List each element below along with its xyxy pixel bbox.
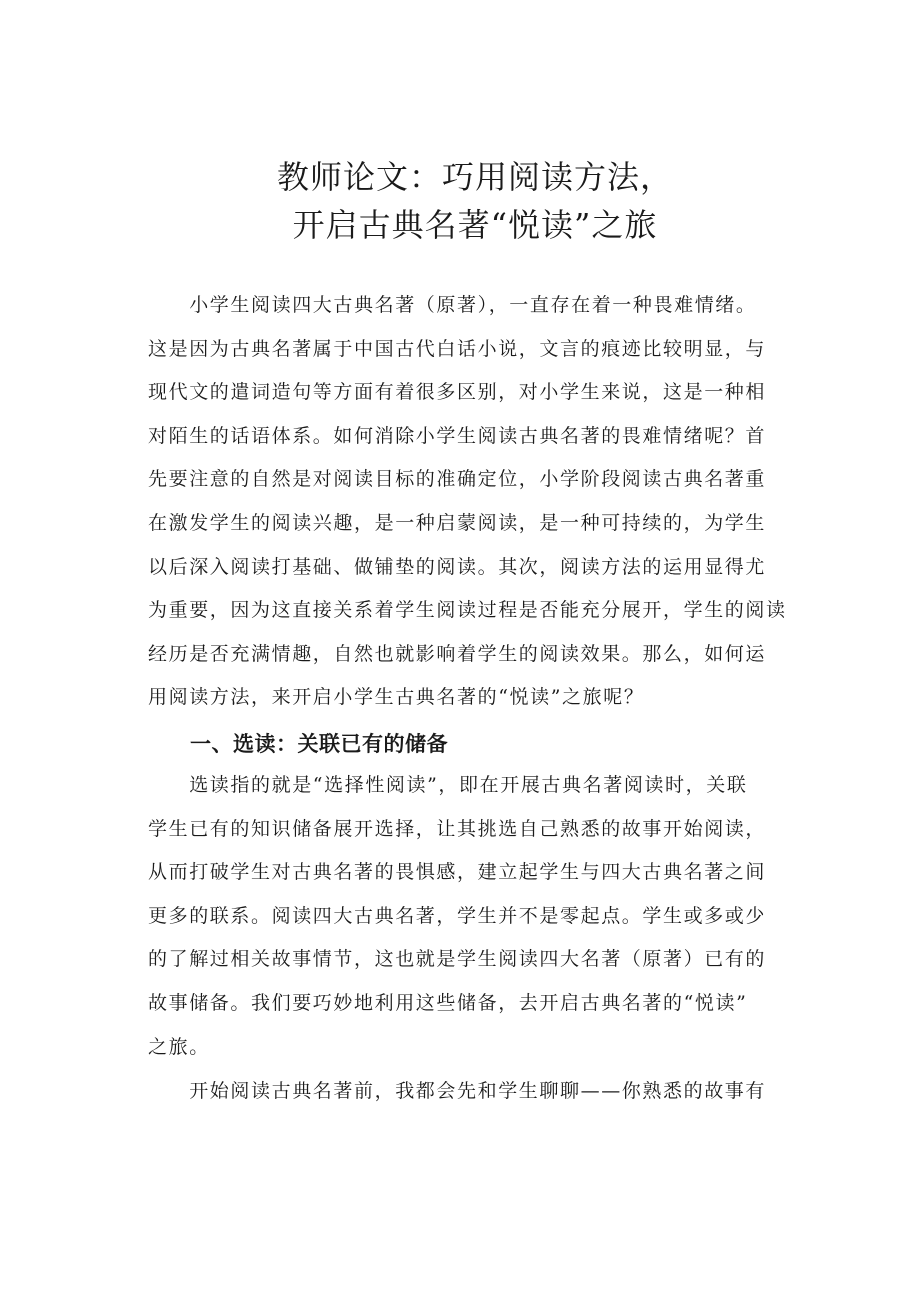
- paragraph-line: 之旅。: [148, 1035, 210, 1058]
- paragraph-line: 对陌生的话语体系。如何消除小学生阅读古典名著的畏难情绪呢？首: [148, 424, 767, 447]
- paragraph-line: 在激发学生的阅读兴趣，是一种启蒙阅读，是一种可持续的，为学生: [148, 511, 767, 534]
- section-heading-1: 一、选读：关联已有的储备: [190, 732, 448, 756]
- title-line-2: 开启古典名著“悦读”之旅: [292, 206, 658, 244]
- paragraph-line: 的了解过相关故事情节，这也就是学生阅读四大名著（原著）已有的: [148, 948, 767, 971]
- paragraph-line: 这是因为古典名著属于中国古代白话小说，文言的痕迹比较明显，与: [148, 337, 767, 360]
- paragraph-2: [148, 764, 808, 1069]
- paragraph-line: 故事储备。我们要巧妙地利用这些储备，去开启古典名著的“悦读”: [148, 991, 748, 1014]
- paragraph-line: 以后深入阅读打基础、做铺垫的阅读。其次，阅读方法的运用显得尤: [148, 555, 767, 578]
- paragraph-line: 经历是否充满情趣，自然也就影响着学生的阅读效果。那么，如何运: [148, 642, 767, 665]
- paragraph-3: [148, 1070, 808, 1114]
- paragraph-line: 从而打破学生对古典名著的畏惧感，建立起学生与四大古典名著之间: [148, 861, 767, 884]
- title-line-1: 教师论文：巧用阅读方法，: [276, 158, 673, 196]
- paragraph-line: 更多的联系。阅读四大古典名著，学生并不是零起点。学生或多或少: [148, 904, 767, 927]
- paragraph-line: 现代文的遣词造句等方面有着很多区别，对小学生来说，这是一种相: [148, 381, 767, 404]
- document-title: [150, 153, 800, 249]
- paragraph-line: 小学生阅读四大古典名著（原著），一直存在着一种畏难情绪。: [148, 294, 757, 316]
- paragraph-line: 用阅读方法，来开启小学生古典名著的“悦读”之旅呢？: [148, 686, 645, 709]
- paragraph-line: 为重要，因为这直接关系着学生阅读过程是否能充分展开，学生的阅读: [148, 599, 787, 622]
- paragraph-line: 学生已有的知识储备展开选择，让其挑选自己熟悉的故事开始阅读，: [148, 817, 767, 840]
- paragraph-line: 选读指的就是“选择性阅读”，即在开展古典名著阅读时，关联: [148, 774, 748, 796]
- paragraph-line: 先要注意的自然是对阅读目标的准确定位，小学阶段阅读古典名著重: [148, 468, 767, 491]
- paragraph-1: [148, 284, 808, 720]
- paragraph-line: 开始阅读古典名著前，我都会先和学生聊聊——你熟悉的故事有: [148, 1080, 767, 1102]
